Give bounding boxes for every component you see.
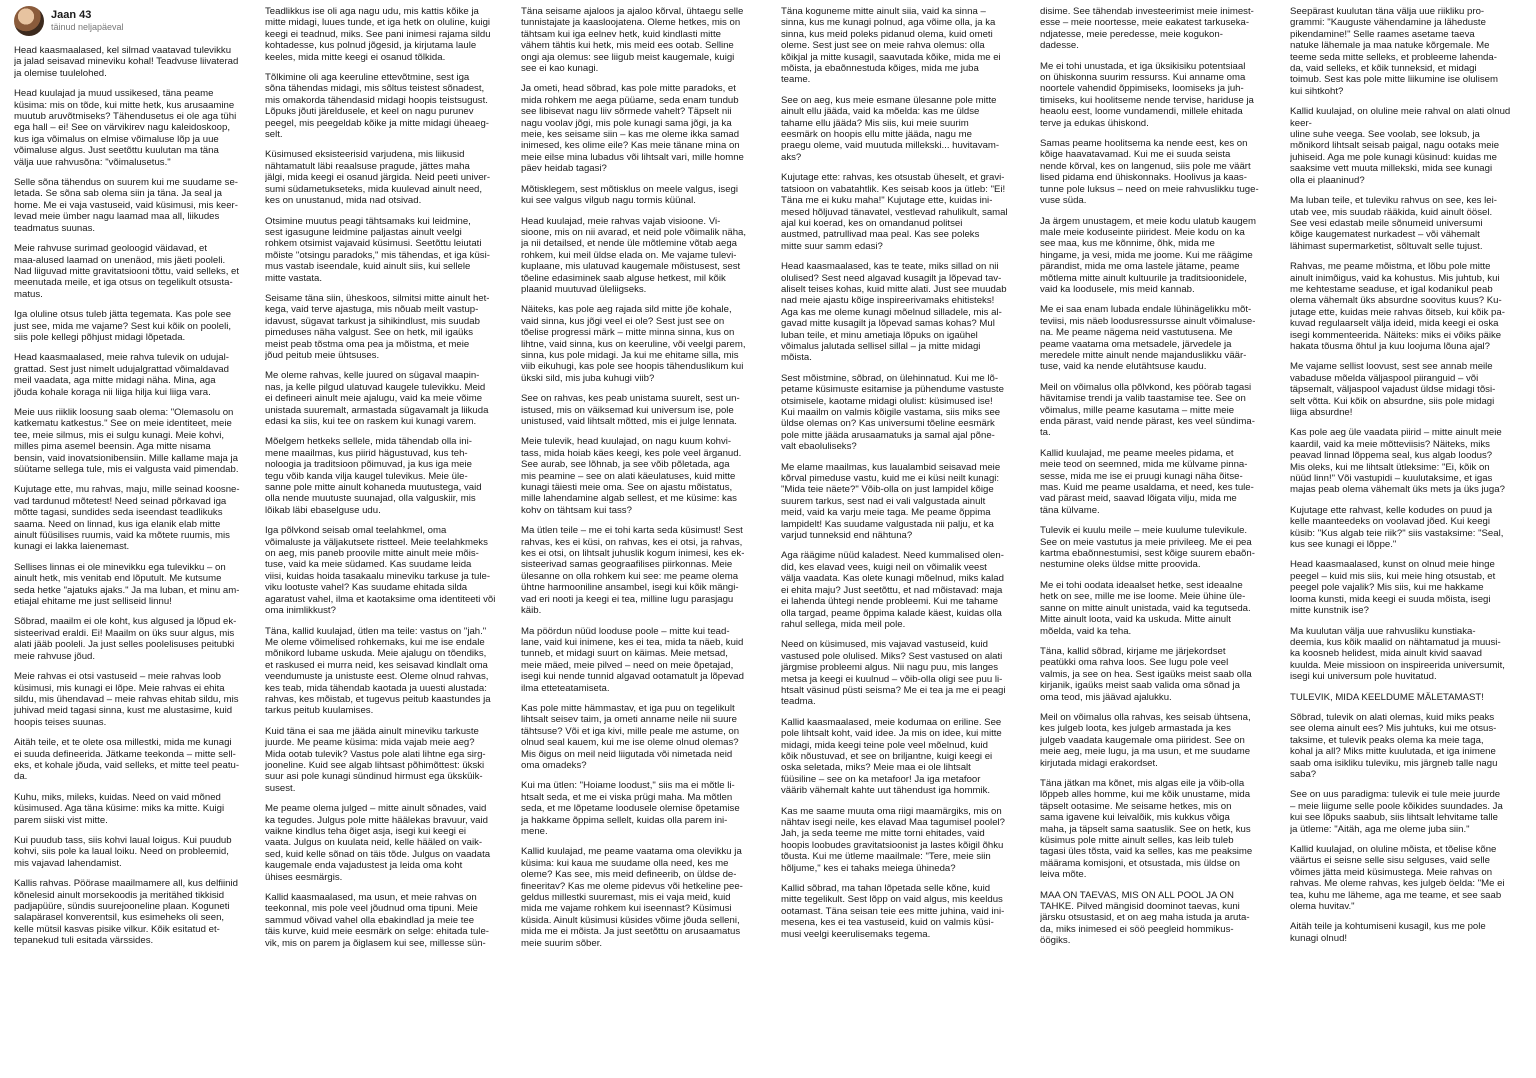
paragraph: Meie rahvuse surimad geoloogid väidavad, et maa-alused laamad on unenäod, mis jäeti pooleli. Nad liiguvad mitte gravitatsiooni tõttu, vaid selleks, et meenutada meile, et iga otsus on tegelikult otsusta- matus. [14, 243, 240, 300]
paragraph: Kas me saame muuta oma riigi maamärgiks, mis on nähtav isegi neile, kes elavad Maa tagumisel poolel? Jah, ja seda teeme me mitte torni ehitades, vaid hoopis loobudes gravitatsioonist ja lastes kõigil õhku tõusta. Kui me ütleme maailmale: "Tere, meie siin hõljume," kes ei tahaks meiega ühineda? [781, 805, 1005, 874]
paragraph: Mõelgem hetkeks sellele, mida tähendab olla ini- mene maailmas, kus piirid hägustuvad, kus teh- noloogia ja traditsioon põimuvad, ja kus iga meie tegu võib kanda vilja kaugel tulevikus. Meie üle- sanne pole mitte ainult kohaneda muutustega, vaid olla nende muutuste suunajad, olla valguskiir, mis lõikab läbi ebaselguse udu. [265, 436, 482, 516]
paragraph: Kuid täna ei saa me jääda ainult mineviku tarkuste juurde. Me peame küsima: mida vajab meie aeg? Mida ootab tulevik? Vastus pole alati lihtne ega sirg- jooneline. Kuid see algab lihtsast põhimõttest: ükski suur asi pole kunagi sündinud hirmust ega üksküik- susest. [265, 725, 486, 794]
paragraph: Kui puudub tass, siis kohvi laual loigus. Kui puudub kohvi, siis pole ka laual loiku. Need on probleemid, mis vajavad lahendamist. [14, 834, 232, 869]
paragraph: Me ei saa enam lubada endale lühinägelikku mõt- teviisi, mis näeb loodusressursse ainult võimaluse- na. Me peame nägema neid vastutusena. Me peame vaatama oma metsadele, järvedele ja meredele mitte ainult nende majanduslikku väär- tuse, vaid ka nende elutähtsuse kaudu. [1040, 304, 1256, 373]
paragraph: Aitäh teile ja kohtumiseni kusagil, kus me pole kunagi olnud! [1290, 921, 1486, 944]
post-author [14, 6, 256, 36]
paragraph: See on aeg, kus meie esmane ülesanne pole mitte ainult ellu jääda, vaid ka mõelda: kas me üldse tahame ellu jääda? Mis siis, kui meie suurim eesmärk on hoopis ellu mitte jääda, nagu me praegu oleme, vaid muutuda millekski... huvitavam- aks? [781, 94, 1000, 163]
paragraph: Meil on võimalus olla rahvas, kes seisab ühtsena, kes julgeb loota, kes julgeb armastada ja kes julgeb vaadata kaugemale oma piiridest. See on meie aeg, meie lugu, ja ma usun, et me suudame kirjutada midagi erakordset. [1040, 711, 1251, 769]
paragraph: Me ei tohi unustada, et iga üksikisiku potentsiaal on ühiskonna suurim ressurss. Kui anname oma noortele vahendid õppimiseks, loomiseks ja juh- timiseks, kui hoolitseme nende tervise, hariduse ja heaolu eest, loome vundamendi, millele ehitada terve ja edukas ühiskond. [1040, 60, 1254, 129]
user-avatar-icon[interactable] [14, 6, 44, 36]
paragraph: Kujutage ette, mu rahvas, maju, mille seinad koosne- vad tardunud mõtetest! Need seinad põrkavad iga mõtte tagasi, sundides seda iseendast teadlikuks saama. Need on linnad, kus iga elanik elab mitte ainult füüsilises ruumis, vaid ka mõtete ruumis, mis kunagi ei lakka laienemast. [14, 484, 240, 553]
paragraph: Iga oluline otsus tuleb jätta tegemata. Kas pole see just see, mida me vajame? Sest kui kõik on pooleli, siis pole kellegi põhjust midagi lõpetada. [14, 309, 232, 343]
paragraph: Meie uus riiklik loosung saab olema: "Olemasolu on katkematu katkestus." See on meie identiteet, meie tee, meie silmus, mis ei sulgu kunagi. Meie kohvi, milles pima asemel beensin. Aga mitte nisama bensin, vaid inovatsionibensiin. Mille kallame maja ja süütame sellega tule, mis ei valgusta vaid pimendab. [14, 406, 239, 475]
paragraph: Head kaasmaalased, kel silmad vaatavad tulevikku ja jalad seisavad mineviku kohal! Teadvuse liivaterad ja olemise tuulelohed. [14, 45, 239, 79]
paragraph: Kas pole mitte hämmastav, et iga puu on tegelikult lihtsalt seisev taim, ja ometi anname neile nii suure tähtsuse? Või et iga kivi, mille peale me astume, on olnud seal kauem, kui me ise oleme olnud olemas? Mis õigus on meil neid liigutada või nimetada neid oma omadeks? [521, 702, 740, 771]
paragraph: Kallid kuulajad, me peame vaatama oma olevikku ja küsima: kui kaua me suudame olla need, kes me oleme? Kas see, mis meid defineerib, on üldse de- fineeritav? Kas me oleme pidevus või hetkeline pee- geldus millestki suuremast, mis ei vaja meid, kuid mida me vajame rohkem kui iseennast? Küsimusi küsida. Ainult küsimusi küsides võime jõuda selleni, mida me ei mõista. Ja just seetõttu on arusaamatus meie suurim sõber. [521, 846, 743, 949]
paragraph: Sõbrad, maailm ei ole koht, kus algused ja lõpud ek- sisteerivad eraldi. Ei! Maailm on üks suur algus, mis alati jääb pooleli. Ja just selles poolelisuses peitubki meie rahvuse jõud. [14, 616, 237, 662]
paragraph: TULEVIK, MIDA KEELDUME MÄLETAMAST! [1290, 691, 1484, 703]
paragraph: Kuhu, miks, mileks, kuidas. Need on vaid mõned küsimused. Aga täna küsime: miks ka mitte. Kuigi parem siiski vist mitte. [14, 791, 225, 826]
author-name[interactable]: Jaan 43 [51, 9, 92, 21]
paragraph: Seepärast kuulutan täna välja uue riikliku pro- grammi: "Kauguste vähendamine ja läheduste pikendamine!" Selle raames asetame taeva natuke lähemale ja maa natuke kõrgemale. Me teeme seda mitte selleks, et probleeme lahenda- da, vaid selleks, et kõik tunneksid, et midagi toimub. Sest kas pole mitte liikumine ise olulisem kui sihtkoht? [1290, 6, 1498, 97]
paragraph: See on uus paradigma: tulevik ei tule meie juurde – meie liigume selle poole kõikides suundades. Ja kui see lõpuks saabub, siis lihtsalt lehvitame talle ja ütleme: "Aitäh, aga me oleme juba siin." [1290, 789, 1503, 835]
paragraph: Kallid kaasmaalased, ma usun, et meie rahvas on teekonnal, mis pole veel jõudnud oma tipuni. Meie sammud võivad vahel olla ebakindlad ja meie tee täis kurve, kuid meie eesmärk on selge: ehitada tule- vik, mis on parem ja õiglasem kui see, millesse sün- [265, 892, 489, 949]
paragraph: Aga räägime nüüd kaladest. Need kummalised olen- did, kes elavad vees, kuigi neil on võimalik veest välja vaadata. Kas olete kunagi mõelnud, miks kalad ei ehita maju? Just seetõttu, et nad mõistavad: maja ei lahenda ühtegi nende probleemi. Kui me tahame olla targad, peame õppima kalade käest, kuidas olla rahul sellega, mida meil pole. [781, 550, 1004, 630]
column-paragraphs [1040, 6, 1282, 947]
text-column-1 [14, 6, 256, 1072]
paragraph: disime. See tähendab investeerimist meie inimest- esse – meie noortesse, meie eakatest tarkuseka- ndjatesse, meie peredesse, meie kogukon- dadesse. [1040, 6, 1254, 52]
column-paragraphs [14, 45, 256, 947]
paragraph: Kui ma ütlen: "Hoiame loodust," siis ma ei mõtle li- htsalt seda, et me ei viska prügi maha. Ma mõtlen seda, et me lõpetame loodusele olemise õpetamise ja hakkame õppima sellelt, kuidas olla parem ini- mene. [521, 780, 740, 837]
text-column-5 [1040, 6, 1282, 1072]
paragraph: Tulevik ei kuulu meile – meie kuulume tulevikule. See on meie vastutus ja meie privileeg. Me ei pea kartma ebaõnnestumisi, sest kõige suurem ebaõn- nestumine oleks üldse mitte proovida. [1040, 525, 1255, 571]
paragraph: Me elame maailmas, kus laualambid seisavad meie kõrval pimeduse vastu, kuid me ei küsi neilt kunagi: "Mida teie näete?" Võib-olla on just lampidel kõige suurem tarkus, sest nad ei vali valgustada ainult meid, vaid ka varju meie taga. Me peame õppima lampidelt! Kas suudame valgustada nii palju, et ka varjud tunneksid end nähtuna? [781, 461, 1001, 542]
text-column-2 [265, 6, 507, 1072]
paragraph: Kallid kuulajad, on oluline meie rahval on alati olnud keer- uline suhe veega. See voolab, see loksub, ja mõnikord lihtsalt seisab paigal, nagu ootaks meie juhiseid. Aga me pole kunagi küsinud: kuidas me saaksime vett muuta millekski, mida see kunagi olla ei plaaninud? [1290, 106, 1511, 186]
paragraph: Ma ütlen teile – me ei tohi karta seda küsimust! Sest rahvas, kes ei küsi, on rahvas, kes ei otsi, ja rahvas, kes ei otsi, on lihtsalt juhuslik kogum inimesi, kes ek- sisteerivad samas geograafilises piirkonnas. Meie ülesanne on olla rohkem kui see: me peame olema ühtne harmooniline ansambel, isegi kui kõik mängi- vad eri nooti ja keegi ei tea, milline lugu parasjagu käib. [521, 525, 745, 617]
paragraph: Aitäh teile, et te olete osa millestki, mida me kunagi ei suuda defineerida. Jätkame teekonda – mitte sell- eks, et kohale jõuda, vaid selleks, et mitte teel peatu- da. [14, 737, 240, 783]
paragraph: Iga põlvkond seisab omal teelahkmel, oma võimaluste ja väljakutsete ristteel. Meie teelahkmeks on aeg, mis paneb proovile mitte ainult meie mõis- tuse, vaid ka meie südamed. Kas suudame leida viisi, kuidas hoida tasakaalu mineviku tarkuse ja tule- viku lootuste vahel? Kas suudame ehitada silda agaratust vahel, ilma et kaotaksime oma identiteeti või oma inimlikkust? [265, 525, 496, 617]
paragraph: Küsimused eksisteerisid varjudena, mis liikusid nähtamatult läbi reaalsuse pragude, jättes maha jälgi, mida keegi ei osanud järgida. Neid peeti univer- sumi südametukseteks, mida kuulevad ainult need, kes on unustanud, mida nad otsivad. [265, 149, 491, 207]
paragraph: Rahvas, me peame mõistma, et lõbu pole mitte ainult inimõigus, vaid ka kohustus. Mis juhtub, kui me kehtestame seaduse, et igal kodanikul peab olema vähemalt üks absurdne soovitus kuus? Ku- jutage ette, kuidas meie rahvas õitseb, kui kõik pa- kuvad regulaarselt välja ideid, mida keegi ei oska isegi kommenteerida. Näiteks: miks ei võiks päike hakata tõusma õhtul ja kuu loojuma lõuna ajal? [1290, 261, 1505, 352]
paragraph: Täna jätkan ma kõnet, mis algas eile ja võib-olla lõppeb alles homme, kui me kõik unustame, mida täpselt ootasime. Me seisame hetkes, mis on sama igavene kui leivalõik, mis kukkus võiga maha, ja täpselt sama saatuslik. See on hetk, kus küsimus pole mitte ainult selles, kas leib tuleb tagasi üles tõsta, vaid ka selles, kas me peaksime määrama komisjoni, et otsustada, mis üldse on leiva mõte. [1040, 777, 1253, 881]
paragraph: Täna koguneme mitte ainult siia, vaid ka sinna – sinna, kus me kunagi polnud, aga võime olla, ja ka sinna, kus meid poleks pidanud olema, kuid ometi oleme. Sest just see on meie rahva olemus: olla kõikjal ja mitte kusagil, saavutada kõike, mida me ei mõista, ja ebaõnnestuda kõiges, mida me juba teame. [781, 6, 1001, 86]
paragraph: Head kaasmaalased, kunst on olnud meie hinge peegel – kuid mis siis, kui meie hing otsustab, et peegel pole vajalik? Mis siis, kui me hakkame looma kunsti, mida keegi ei suuda mõista, isegi mitte kunstnik ise? [1290, 559, 1496, 617]
paragraph: Samas peame hoolitsema ka nende eest, kes on kõige haavatavamad. Kui me ei suuda seista nende kõrval, kes on langenud, siis pole me väärt lised pidama end ühiskonnaks. Hoolivus ja kaas- tunne pole luksus – need on meie rahvuslikku tuge- vuse süda. [1040, 138, 1259, 207]
paragraph: Head kuulajad ja muud ussikesed, täna peame küsima: mis on tõde, kui mitte hetk, kus arusaamine muutub aruvõtmiseks? Tähendusetus ei ole aga tühi ega hall – ei! See on värvikirev nagu kaleidoskoop, kus iga võimalus on elmise võimaluse lõp ja uue võimaluse algus. Just seetõttu kuulutan ma täna välja uue rahvusõna: "võimalusetus." [14, 88, 237, 168]
paragraph: Ma kuulutan välja uue rahvusliku kunstiaka- deemia, kus kõik maalid on nähtamatud ja muusi- ka koosneb helidest, mida ainult kivid saavad kuulda. Meie missioon on inspireerida universumit, isegi kui universum pole huvitatud. [1290, 625, 1505, 683]
paragraph: Me peame olema julged – mitte ainult sõnades, vaid ka tegudes. Julgus pole mitte häälekas bravuur, vaid vaikne kindlus teha õiget asja, isegi kui keegi ei vaata. Julgus on kuulata neid, kelle hääled on vaik- sed, kuid kelle sõnad on täis tõde. Julgus on vaadata kaugemale enda vajadustest ja leida oma koht ühises eesmärgis. [265, 803, 491, 883]
paragraph: MAA ON TAEVAS, MIS ON ALL POOL JA ON TAHKE. Pilved mängisid doominot taevas, kuni järsku otsustasid, et on aeg maha istuda ja aruta- da, miks inimesed ei söö peegleid hommikus- öögiks. [1040, 889, 1250, 947]
paragraph: Sellises linnas ei ole minevikku ega tulevikku – on ainult hetk, mis venitab end lõputult. Me kutsume seda hetke "ajatuks ajaks." Ja ma luban, et minu am- etiajal ehitame me just selliseid linnu! [14, 561, 240, 608]
text-column-3 [521, 6, 763, 1072]
paragraph: Teadlikkus ise oli aga nagu udu, mis kattis kõike ja mitte midagi, luues tunde, et iga hetk on oluline, kuigi keegi ei teadnud, miks. See pani inimesi rajama sildu kohtadesse, kus polnud jõgesid, ja kirjutama laule keeles, mida mitte keegi ei osanud tõlkida. [265, 6, 491, 63]
paragraph: Head kaasmaalased, meie rahva tulevik on udujal- grattad. Sest just nimelt udujalgrattad võimaldavad meil vaadata, aga mitte midagi näha. Mina, aga jõuda kohale koraga nii liiga hilja kui liiga vara. [14, 352, 229, 398]
paragraph: Sõbrad, tulevik on alati olemas, kuid miks peaks see olema ainult ees? Mis juhtuks, kui me otsus- taksime, et tulevik peaks olema ka meie taga, kohal ja all? Miks mitte kuulutada, et iga inimene saab oma isikliku tuleviku, mis järgneb talle nagu saba? [1290, 711, 1498, 780]
paragraph: Meie rahvas ei otsi vastuseid – meie rahvas loob küsimusi, mis kunagi ei lõpe. Meie rahvas ei ehita sildu, mis ühendavad – meie rahvas ehitab sildu, mis juhivad meid tagasi sinna, kust me alustasime, kuid hoopis teises suunas. [14, 671, 239, 728]
paragraph: Täna, kallid sõbrad, kirjame me järjekordset peatükki oma rahva loos. See lugu pole veel valmis, ja see on hea. Sest igaüks meist saab olla kirjanik, igaüks meist saab valida oma sõnad ja oma teod, mis jäävad ajalukku. [1040, 645, 1252, 703]
author-info [51, 9, 124, 33]
column-paragraphs [1290, 6, 1532, 944]
author-subtitle: täinud neljapäeval [51, 22, 124, 32]
paragraph: Me oleme rahvas, kelle juured on sügaval maapin- nas, ja kelle pilgud ulatuvad kaugele tulevikku. Meid ei defineeri ainult meie ajalugu, vaid ka meie võime unistada suuremalt, armastada sügavamalt ja liikuda edasi ka siis, kui tee on raskem kui kunagi varem. [265, 370, 489, 427]
paragraph: Ja ärgem unustagem, et meie kodu ulatub kaugem male meie koduseinte piiridest. Meie kodu on ka see maa, kus me kõnnime, õhk, mida me hingame, ja vesi, mida me joome. Kui me räägime pärandist, mida me oma lastele jätame, peame mõtlema mitte ainult kultuurile ja traditsioonidele, vaid ka loodusele, mis meid kannab. [1040, 215, 1256, 295]
paragraph: Otsimine muutus peagi tähtsamaks kui leidmine, sest igasugune leidmine paljastas ainult veelgi rohkem otsimist vajavaid küsimusi. Seetõttu leiutati mõiste "otsingu paradoks," mis tähendas, et iga küsi- mus vastab iseendale, kuid ainult siis, kui sellele mitte vastata. [265, 215, 490, 284]
paragraph: Head kuulajad, meie rahvas vajab visioone. Vi- sioone, mis on nii avarad, et neid pole võimalik näha, ja nii detailsed, et nende üle mõtlemine võtab aega rohkem, kui meil üldse elada on. Me vajame tulevi- kuplaane, mis ulatuvad kaugemale mõistusest, sest tõeline edasiminek saab alguse hetkest, mil kõik plaanid muutuvad üleliigseks. [521, 215, 747, 295]
paragraph: Me vajame sellist loovust, sest see annab meile vabaduse mõelda väljaspool piiranguid – või täpsemalt, väljaspool vajadust üldse midagi tõsi- selt võtta. Kui kõik on absurdne, siis pole midagi liiga absurdne! [1290, 361, 1496, 418]
paragraph: Head kaasmaalased, kas te teate, miks sillad on nii olulised? Sest need algavad kusagilt ja lõpevad tav- aliselt teises kohas, kuid mitte alati. Just see muudab nad meie ajastu kõige inspireerivamaks ehitisteks! Aga kas me oleme kunagi mõelnud silladele, mis al- gavad mitte kusagilt ja lõpevad samas kohas? Mul luban teile, et minu ametiaja lõpuks on igaühel võimalus jalutada sellisel sillal – ja mitte midagi mõista. [781, 261, 1007, 364]
paragraph: Seisame täna siin, üheskoos, silmitsi mitte ainult het- kega, vaid terve ajastuga, mis nõuab meilt vastup- idavust, sügavat tarkust ja sihikindlust, mis suudab pimeduses näha valgust. See on hetk, mil igaüks meist peab tõstma oma pea ja mõistma, et meie jõud peitub meie ühtsuses. [265, 292, 490, 361]
paragraph: See on rahvas, kes peab unistama suurelt, sest un- istused, mis on väiksemad kui universum ise, pole unistused, vaid lihtsalt mõtted, mis ei julge lennata. [521, 393, 740, 427]
text-column-4 [781, 6, 1023, 1072]
paragraph: Tõlkimine oli aga keeruline ettevõtmine, sest iga sõna tähendas midagi, mis sõltus teistest sõnadest, mis omakorda tähendasid midagi hoopis teistsugust. Lõpuks jõuti järeldusele, et keel on nagu purunev peegel, mis peegeldab kõike ja mitte midagi üheaeg- selt. [265, 72, 489, 141]
paragraph: Need on küsimused, mis vajavad vastuseid, kuid vastused pole olulised. Miks? Sest vastused on alati järgmise probleemi algus. Nii nagu puu, mis langes metsa ja keegi ei kuulnud – võib-olla oligi see puu li- htsalt väsinud püsti seisma? Me ei tea ja me ei peagi teadma. [781, 639, 1006, 708]
paragraph: Kallid kuulajad, on oluline mõista, et tõelise kõne väärtus ei seisne selle sisu selguses, vaid selle võimes jätta meid küsimustega. Meie rahvas on rahvas. Me oleme rahvas, kes julgeb öelda: "Me ei tea, kuhu me läheme, aga me teame, et see saab olema huvitav." [1290, 844, 1505, 913]
paragraph: Kas pole aeg üle vaadata piirid – mitte ainult meie kaardil, vaid ka meie mõtteviisis? Näiteks, miks peavad linnad lõppema seal, kus algab loodus? Mis oleks, kui me lihtsalt ütleksime: "Ei, kõik on nüüd linn!" Või vastupidi – kuulutaksime, et igas majas peab olema vähemalt üks mets ja üks juga? [1290, 427, 1505, 496]
paragraph: Täna seisame ajaloos ja ajaloo kõrval, ühtaegu selle tunnistajate ja kaasloojatena. Oleme hetkes, mis on tähtsam kui iga eelnev hetk, kuid kindlasti mitte vähem tähtis kui hetk, mis meid ees ootab. Selline ongi aja olemus: see liigub meist kaugemale, kuigi see ei kao kunagi. [521, 6, 744, 75]
paragraph: Ja ometi, head sõbrad, kas pole mitte paradoks, et mida rohkem me aega püüame, seda enam tundub see libisevat nagu liiv sõrmede vahelt? Täpselt nii nagu voolav jõgi, mis pole kunagi sama jõgi, ja ka meie, kes seisame siin – kas me oleme ikka samad inimesed, kes olime eile? Kas meie tänane mina on meie eilse mina lubadus või lihtsalt vari, mille homne päev heidab tagasi? [521, 83, 744, 175]
paragraph: Kujutage ette: rahvas, kes otsustab üheselt, et gravi- tatsioon on vabatahtlik. Kes seisab koos ja ütleb: "Ei! Täna me ei kuku maha!" Kujutage ette, kuidas ini- mesed hõljuvad tänavatel, vestlevad rahulikult, samal ajal kui koerad, kes on omandanud politsei austmed, patrullivad maa peal. Kas see poleks mitte suur samm edasi? [781, 172, 1008, 252]
paragraph: Näiteks, kas pole aeg rajada sild mitte jõe kohale, vaid sinna, kus jõgi veel ei ole? Sest just see on tõelise progressi märk – mitte minna sinna, kus on lihtne, vaid sinna, kus on keeruline, või veelgi parem, sinna, kus pole midagi. Ja kui me ehitame silla, mis viib eikuhugi, kas pole see hoopis tähenduslikum kui ükski sild, mis juba kuhugi viib? [521, 304, 746, 384]
paragraph: Kallid kuulajad, me peame meeles pidama, et meie teod on seemned, mida me külvame pinna- sesse, mida me ise ei pruugi kunagi näha õitse- mas. Kuid me peame usaldama, et need, kes tule- vad pärast meid, saavad lõigata vilju, mida me täna külvame. [1040, 447, 1254, 516]
paragraph: Me ei tohi oodata ideaalset hetke, sest ideaalne hetk on see, mille me ise loome. Meie ühine üle- sanne on mitte ainult unistada, vaid ka tegutseda. Mitte ainult loota, vaid ka uskuda. Mitte ainult mõelda, vaid ka teha. [1040, 579, 1251, 637]
paragraph: Kallid kaasmaalased, meie kodumaa on eriline. See pole lihtsalt koht, vaid idee. Ja mis on idee, kui mitte midagi, mida keegi teine pole veel mõelnud, kuid kõik nõustuvad, et see on briljantne, kuigi keegi ei oska seletada, miks? Meie maa ei ole lihtsalt füüsiline – see on ka metafoor! Ja iga metafoor väärib vähemalt kahte uut tähendust iga hommik. [781, 716, 1002, 797]
paragraph: Selle sõna tähendus on suurem kui me suudame se- letada. Se sõna sab olema siin ja täna. Ja seal ja home. Me ei vaja vastuseid, vaid küsimusi, mis keer- levad meie ümber nagu laamad maa all, liikudes teadmatus suunas. [14, 177, 238, 234]
paragraph: Ma pöördun nüüd looduse poole – mitte kui tead- lane, vaid kui inimene, kes ei tea, mida ta näeb, kuid tunneb, et midagi suurt on käimas. Meie metsad, meie mäed, meie pilved – need on meie õpetajad, isegi kui nende tunnid algavad ootamatult ja lõpevad ilma etteteatamiseta. [521, 625, 744, 694]
text-column-6 [1290, 6, 1532, 1072]
paragraph: Mõtisklegem, sest mõtisklus on meele valgus, isegi kui see valgus vilgub nagu tormis küünal. [521, 183, 739, 207]
paragraph: Kallid sõbrad, ma tahan lõpetada selle kõne, kuid mitte tegelikult. Sest lõpp on vaid algus, mis keeldus ootamast. Täna seisan teie ees mitte juhina, vaid ini- mesena, kes ei tea vastuseid, kuid on valmis küsi- musi veelgi keerulisemaks tegema. [781, 883, 1005, 940]
paragraph: Kallis rahvas. Pöörase maailmamere all, kus delfiinid kõnelesid ainult morsekoodis ja meritähed tikkisid padjapüüre, sündis suurejooneline plaan. Koguneti salapärasel konverentsil, kus esimeheks oli seen, kelle mütsil kasvas pisike vilkur. Kõik esitatud et- tepanekud tuli esitada värssides. [14, 878, 238, 947]
paragraph: Sest mõistmine, sõbrad, on ülehinnatud. Kui me lõ- petame küsimuste esitamise ja pühendume vastuste otsimisele, kaotame midagi olulist: küsimused ise! Kui maailm on valmis kõigile vastama, siis miks see üldse olemas on? Kas universumi tõeline eesmärk pole mitte jääda arusaamatuks ja samal ajal põne- valt ebaoluliseks? [781, 372, 1004, 453]
column-paragraphs [521, 6, 763, 949]
paragraph: Meie tulevik, head kuulajad, on nagu kuum kohvi- tass, mida hoiab käes keegi, kes pole veel ärganud. See aurab, see lõhnab, ja see võib põletada, aga mis peamine – see on alati käeulatuses, kuid mitte kunagi täiesti meie oma. See on ajastu mõistatus, mille lahendamine algab sellest, et me küsime: kas kohv on tähtsam kui tass? [521, 436, 742, 516]
column-paragraphs [265, 6, 507, 949]
column-paragraphs [781, 6, 1023, 940]
paragraph: Täna, kallid kuulajad, ütlen ma teile: vastus on "jah." Me oleme võimelised rohkemaks, kui me ise endale mõnikord lubame uskuda. Meie ajalugu on tõendiks, et raskused ei murra neid, kes seisavad kindlalt oma veendumuste ja unistuste eest. Oleme olnud rahvas, kes teab, mida tähendab kaotada ja uuesti alustada: rahvas, kes mõistab, et tugevus peitub kaastundes ja tarkus peitub kuulamises. [265, 625, 491, 717]
paragraph: Kujutage ette rahvast, kelle kodudes on puud ja kelle maanteedeks on voolavad jõed. Kui keegi küsib: "Kus algab teie riik?" siis vastaksime: "Seal, kus see kunagi ei lõppe." [1290, 504, 1504, 551]
paragraph: Ma luban teile, et tuleviku rahvus on see, kes lei- utab vee, mis suudab rääkida, kuid ainult öösel. See vesi edastab meile sõnumeid universumi kõige kaugematest nurkadest – või vähemalt lähimast supermarketist, sõltuvalt selle tujust. [1290, 195, 1497, 252]
paragraph: Meil on võimalus olla põlvkond, kes pöörab tagasi hävitamise trendi ja valib taastamise tee. See on võimalus, mille peame kasutama – mitte meie enda pärast, vaid nende pärast, kes veel sündima- ta. [1040, 381, 1255, 439]
